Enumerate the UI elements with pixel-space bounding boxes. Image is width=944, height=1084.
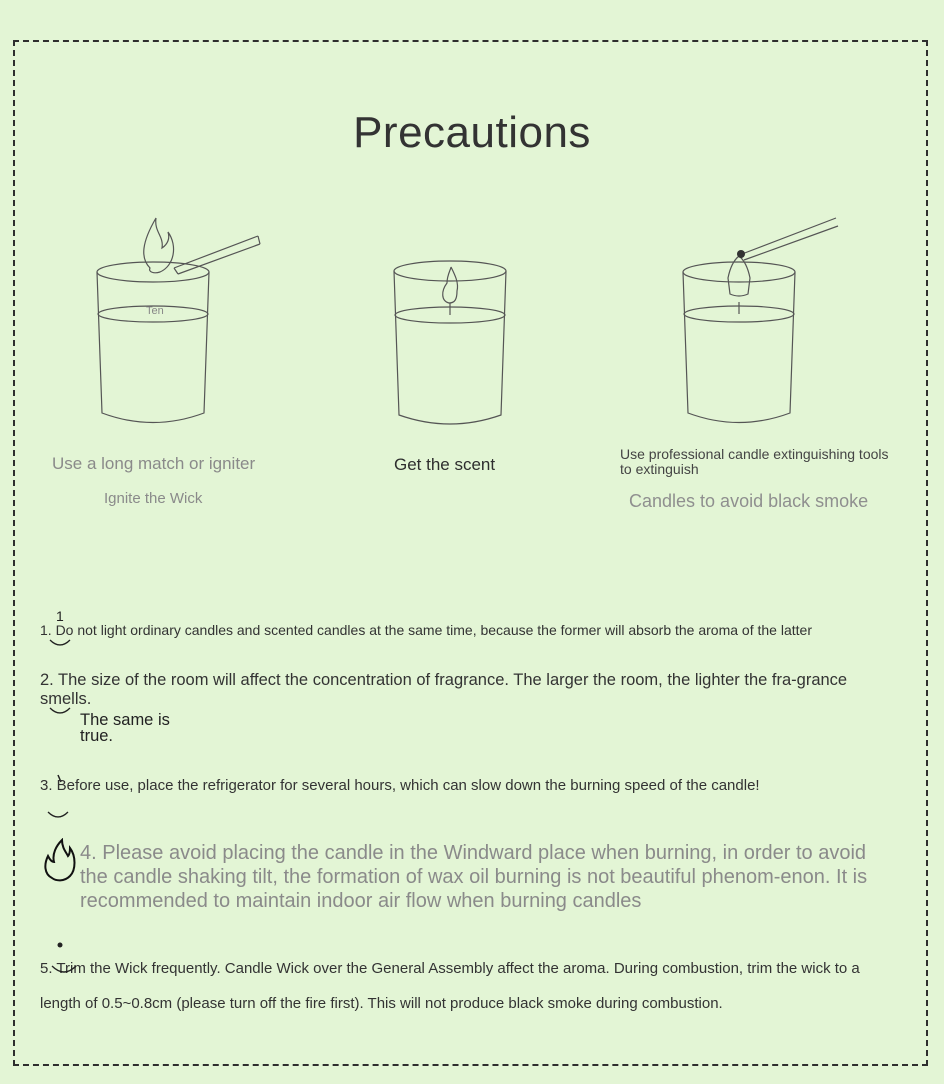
- smile-scribble-icon: [50, 964, 78, 976]
- caption-get-scent: Get the scent: [394, 455, 496, 474]
- fire-icon: [42, 838, 78, 882]
- caption-use-professional-tools: Use professional candle extinguishing tools to extinguish: [620, 446, 889, 477]
- note-4: 4. Please avoid placing the candle in the Windward place when burning, in order to avoid the candle shaking tilt, the formation of wax oil burning is not beautiful phenom-enon. It is recommended to maintain indoor air flow when burning candles: [80, 842, 868, 912]
- note-2: 2. The size of the room will affect the concentration of fragrance. The larger the room, the lighter the fra-grance smells.: [40, 671, 848, 708]
- glass-label: Ten: [146, 305, 164, 317]
- candle-burning-illustration: [385, 255, 515, 435]
- candle-with-snuffer-illustration: [676, 210, 856, 430]
- note-3: 3. Before use, place the refrigerator for several hours, which can slow down the burning speed of the candle!: [40, 777, 760, 794]
- note-5: 5. Trim the Wick frequently. Candle Wick over the General Assembly affect the aroma. During combustion, trim the wick to a length of 0.5~0.8cm (please turn off the fire first). This will not produce black smoke during combustion.: [40, 960, 860, 1012]
- smile-scribble-icon: [46, 810, 70, 820]
- drop-scribble-icon: [56, 940, 64, 950]
- caption-ignite-wick: Ignite the Wick: [104, 490, 203, 507]
- page-title: Precautions: [353, 108, 591, 157]
- caption-use-long-match: Use a long match or igniter: [52, 454, 256, 473]
- note-1: 1. Do not light ordinary candles and scented candles at the same time, because the former will absorb the aroma of the latter: [40, 622, 812, 638]
- smile-scribble-icon: [48, 638, 72, 648]
- caption-avoid-black-smoke: Candles to avoid black smoke: [629, 491, 869, 511]
- note-2-handwritten-extra: The same is true.: [80, 711, 170, 745]
- handwritten-number: 1: [56, 608, 64, 624]
- candle-with-long-match-illustration: [90, 210, 270, 430]
- smile-scribble-icon: [48, 706, 72, 716]
